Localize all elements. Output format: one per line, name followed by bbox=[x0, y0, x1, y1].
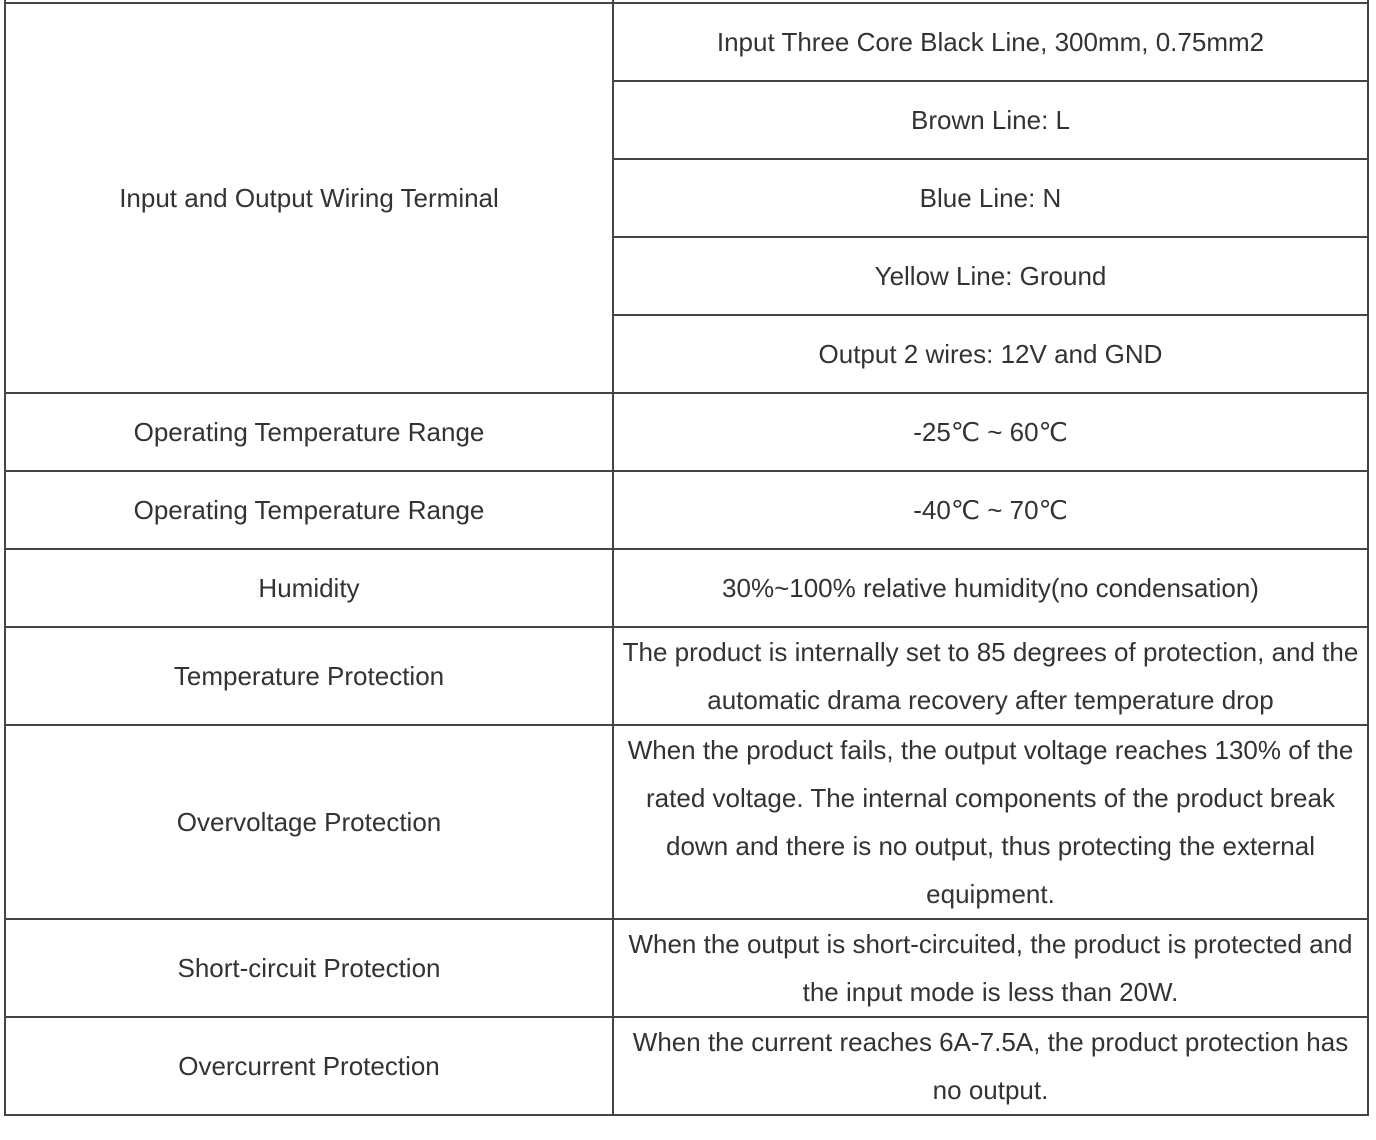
value-cell: 30%~100% relative humidity(no condensation) bbox=[613, 549, 1368, 627]
label-cell: Operating Temperature Range bbox=[5, 471, 613, 549]
value-cell: When the output is short-circuited, the product is protected and the input mode is less than 20W. bbox=[613, 919, 1368, 1017]
table-row bbox=[5, 549, 1368, 627]
value-cell: When the product fails, the output voltage reaches 130% of the rated voltage. The internal components of the product break down and there is no output, thus protecting the external equipment. bbox=[613, 725, 1368, 919]
wiring-value-cell: Yellow Line: Ground bbox=[613, 237, 1368, 315]
label-cell: Temperature Protection bbox=[5, 627, 613, 725]
wiring-value-cell: Output 2 wires: 12V and GND bbox=[613, 315, 1368, 393]
wiring-value-cell: Blue Line: N bbox=[613, 159, 1368, 237]
label-cell: Humidity bbox=[5, 549, 613, 627]
value-cell: -40℃ ~ 70℃ bbox=[613, 471, 1368, 549]
table-row bbox=[5, 3, 1368, 81]
value-cell: The product is internally set to 85 degrees of protection, and the automatic drama recovery after temperature drop bbox=[613, 627, 1368, 725]
table-row bbox=[5, 393, 1368, 471]
wiring-label-cell: Input and Output Wiring Terminal bbox=[5, 3, 613, 393]
label-cell: Overcurrent Protection bbox=[5, 1017, 613, 1115]
value-cell: -25℃ ~ 60℃ bbox=[613, 393, 1368, 471]
spec-table bbox=[4, 0, 1369, 1116]
label-cell: Short-circuit Protection bbox=[5, 919, 613, 1017]
table-row bbox=[5, 919, 1368, 1017]
table-row bbox=[5, 1017, 1368, 1115]
value-cell: When the current reaches 6A-7.5A, the product protection has no output. bbox=[613, 1017, 1368, 1115]
wiring-value-cell: Brown Line: L bbox=[613, 81, 1368, 159]
table-row bbox=[5, 725, 1368, 919]
wiring-value-cell: Input Three Core Black Line, 300mm, 0.75mm2 bbox=[613, 3, 1368, 81]
label-cell: Overvoltage Protection bbox=[5, 725, 613, 919]
table-row bbox=[5, 627, 1368, 725]
label-cell: Operating Temperature Range bbox=[5, 393, 613, 471]
table-row bbox=[5, 471, 1368, 549]
